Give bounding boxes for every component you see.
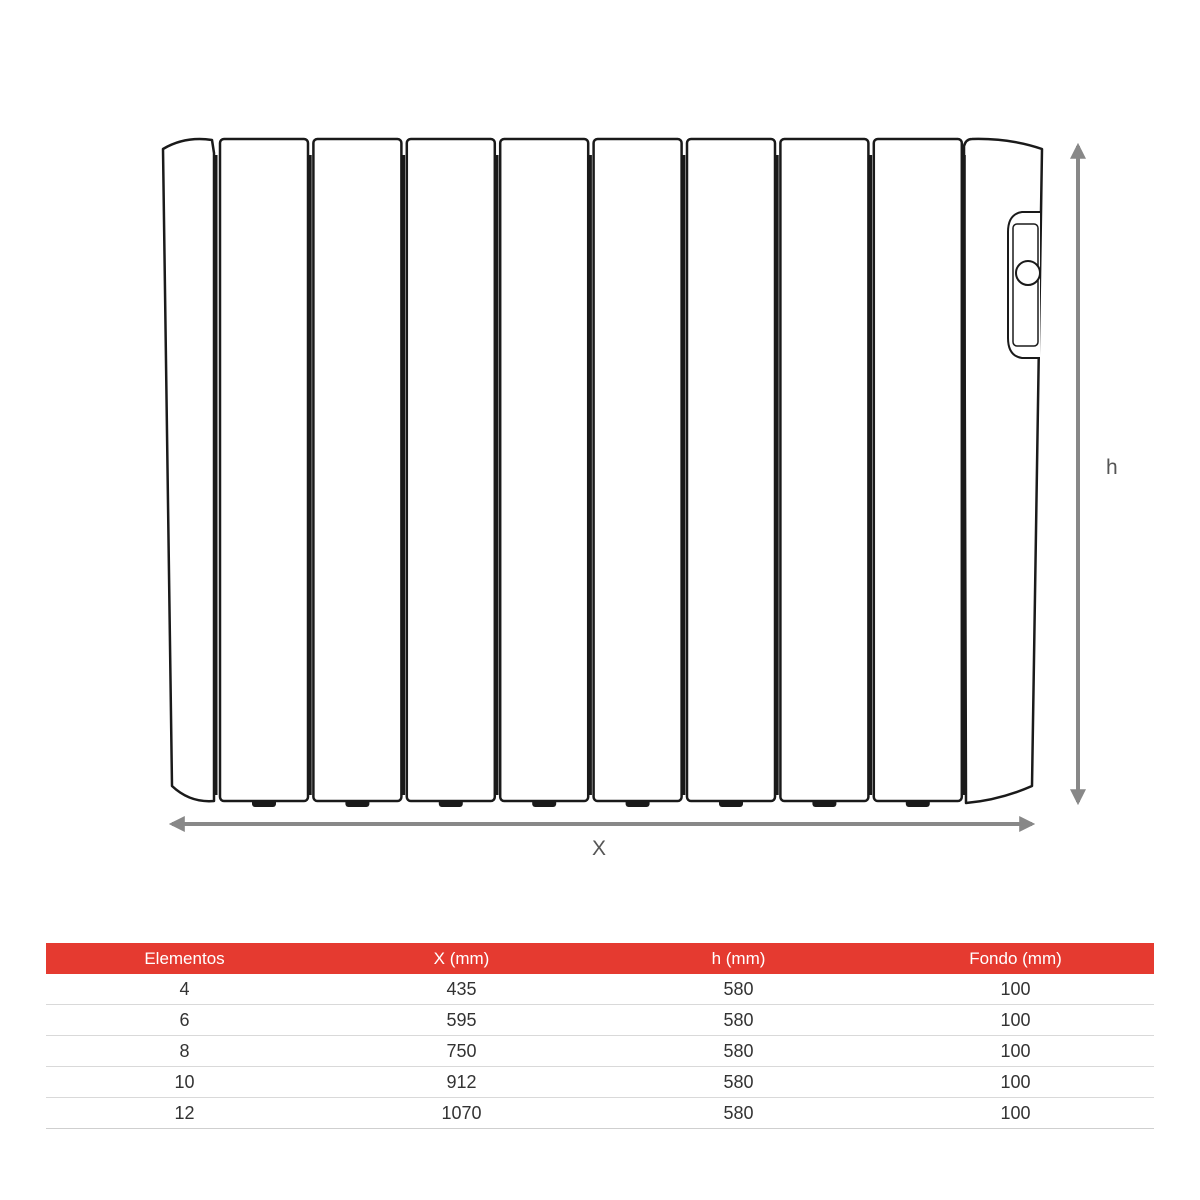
width-dimension-label: X bbox=[592, 837, 607, 860]
cell-x: 1070 bbox=[323, 1098, 600, 1129]
radiator-fin bbox=[500, 139, 588, 801]
left-end-cap bbox=[163, 139, 214, 801]
radiator-fin bbox=[407, 139, 495, 801]
table-row bbox=[46, 1098, 1154, 1129]
cell-h: 580 bbox=[600, 1098, 877, 1129]
fin-connector bbox=[215, 155, 218, 795]
table-row bbox=[46, 1067, 1154, 1098]
radiator-fin bbox=[220, 139, 308, 801]
radiator-fin bbox=[594, 139, 682, 801]
cell-x: 435 bbox=[323, 974, 600, 1005]
cell-fondo: 100 bbox=[877, 1067, 1154, 1098]
radiator-fin bbox=[687, 139, 775, 801]
table-row bbox=[46, 974, 1154, 1005]
cell-h: 580 bbox=[600, 974, 877, 1005]
cell-elementos: 12 bbox=[46, 1098, 323, 1129]
fin-connector bbox=[963, 155, 966, 795]
cell-elementos: 8 bbox=[46, 1036, 323, 1067]
header-h: h (mm) bbox=[711, 948, 766, 968]
cell-fondo: 100 bbox=[877, 974, 1154, 1005]
thermostat-knob-icon bbox=[1016, 261, 1040, 285]
cell-fondo: 100 bbox=[877, 1005, 1154, 1036]
cell-fondo: 100 bbox=[877, 1036, 1154, 1067]
cell-h: 580 bbox=[600, 1067, 877, 1098]
cell-h: 580 bbox=[600, 1036, 877, 1067]
height-dimension-label: h bbox=[1106, 456, 1118, 479]
header-elementos: Elementos bbox=[144, 948, 225, 968]
table-row bbox=[46, 1005, 1154, 1036]
cell-x: 750 bbox=[323, 1036, 600, 1067]
radiator-fins bbox=[215, 139, 966, 807]
header-fondo: Fondo (mm) bbox=[969, 948, 1062, 968]
table-header-row bbox=[46, 943, 1154, 974]
cell-x: 595 bbox=[323, 1005, 600, 1036]
radiator-fin bbox=[780, 139, 868, 801]
header-x: X (mm) bbox=[433, 948, 490, 968]
cell-h: 580 bbox=[600, 1005, 877, 1036]
cell-x: 912 bbox=[323, 1067, 600, 1098]
table-row bbox=[46, 1036, 1154, 1067]
cell-elementos: 10 bbox=[46, 1067, 323, 1098]
dimensions-table bbox=[46, 943, 1154, 1129]
cell-elementos: 6 bbox=[46, 1005, 323, 1036]
radiator-fin bbox=[313, 139, 401, 801]
cell-elementos: 4 bbox=[46, 974, 323, 1005]
radiator-fin bbox=[874, 139, 962, 801]
cell-fondo: 100 bbox=[877, 1098, 1154, 1129]
